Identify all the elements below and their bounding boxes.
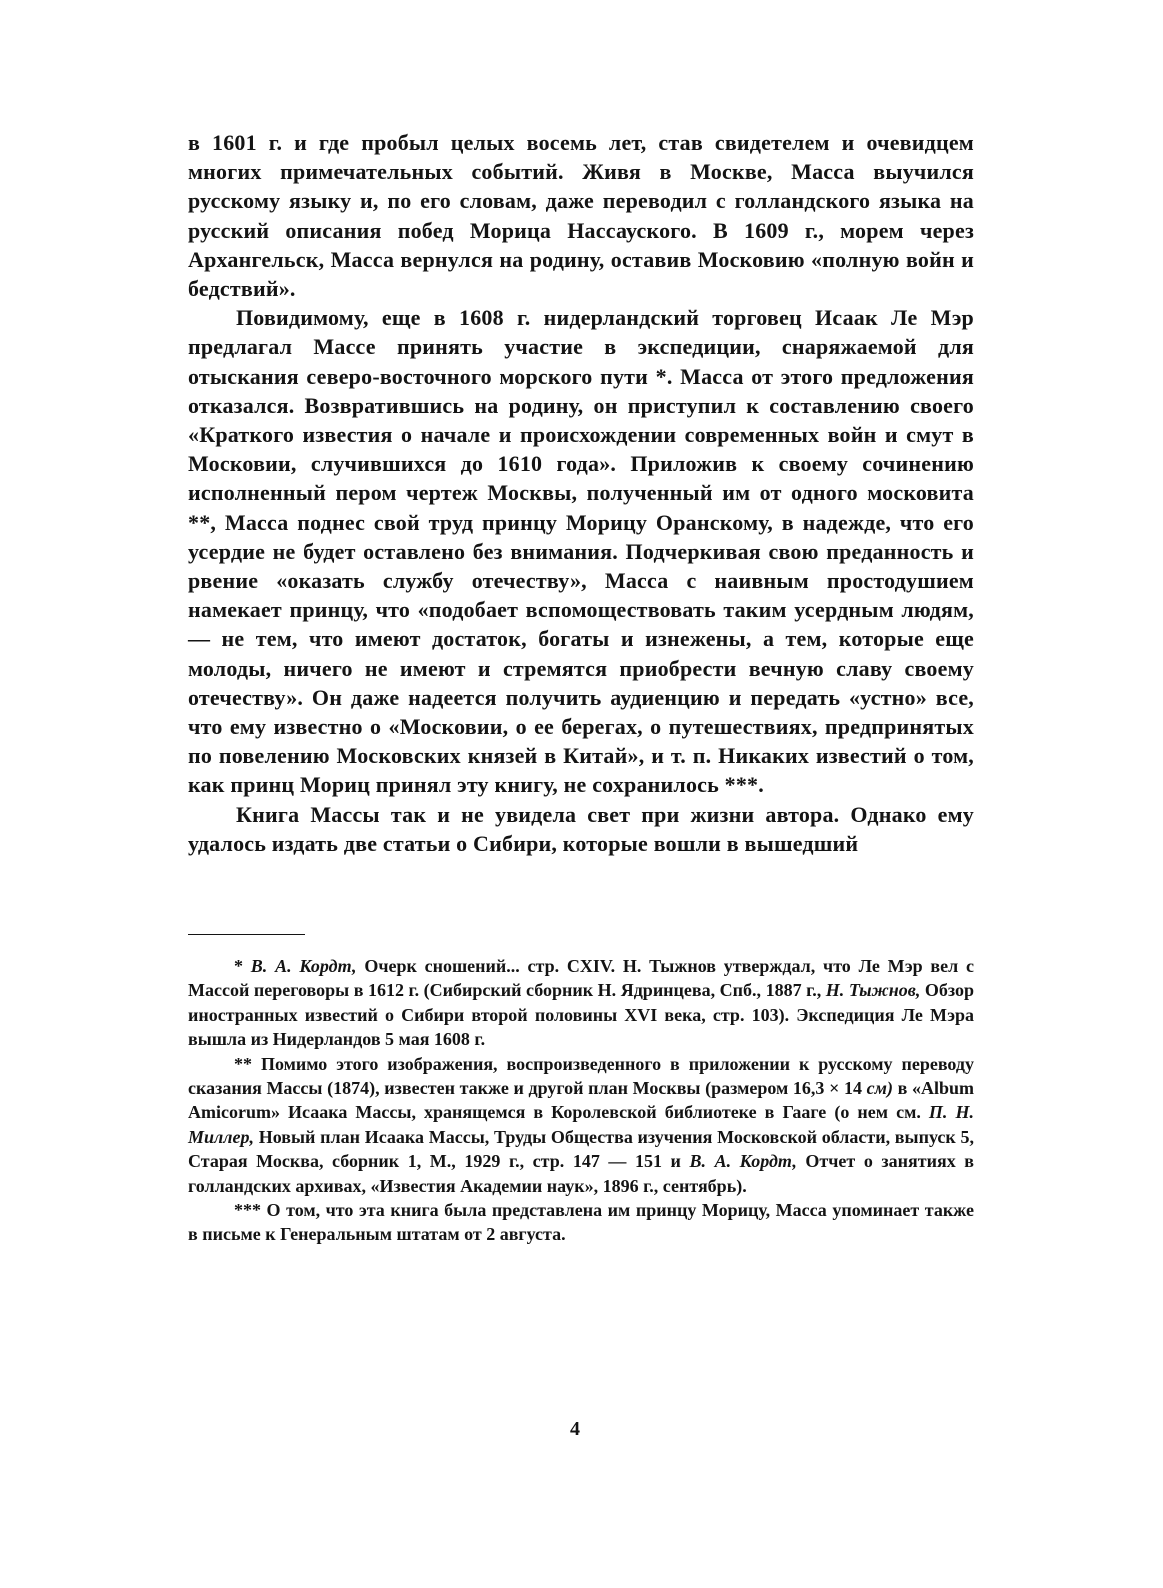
paragraph-3: Книга Массы так и не увидела свет при жизни автора. Однако ему удалось издать две статьи о Сибири, которые вошли в вышедший xyxy=(188,801,974,856)
footnote-3 xyxy=(188,1198,974,1247)
footnote-2-text-d: Отчет о занятиях в голландских архивах, «Известия Академии наук», 1896 г., сентябрь). xyxy=(188,1151,974,1196)
footnote-1-text-b: Обзор иностранных известий о Сибири второй половины XVI века, стр. 103). Экспедиция Ле Мэра вышла из Нидерландов 5 мая 1608 г. xyxy=(188,980,974,1050)
main-text xyxy=(188,128,974,858)
footnote-1-marker: * xyxy=(234,956,243,976)
page-number: 4 xyxy=(570,1418,580,1440)
footnote-separator xyxy=(188,934,305,935)
paragraph-2: Повидимому, еще в 1608 г. нидерландский торговец Исаак Ле Мэр предлагал Массе принять участие в экспедиции, снаряжаемой для отыскания северо-восточного морского пути *. Масса от этого предложения отказался. Возвратившись на родину, он приступил к составлению своего «Краткого известия о начале и происхождении современных войн и смут в Московии, случившихся до 1610 года». Приложив к своему сочинению исполненный пером чертеж Москвы, полученный им от одного московита **, Масса поднес свой труд принцу Морицу Оранскому, в надежде, что его усердие не будет оставлено без внимания. Подчеркивая свою преданность и рвение «оказать службу отечеству», Масса с наивным простодушием намекает принцу, что «подобает вспомоществовать таким усердным людям, — не тем, что имеют достаток, богаты и изнежены, а тем, которые еще молоды, ничего не имеют и стремятся приобрести вечную славу своему отечеству». Он даже надеется получить аудиенцию и передать «устно» все, что ему известно о «Московии, о ее берегах, о путешествиях, предпринятых по повелению Московских князей в Китай», и т. п. Никаких известий о том, как принц Мориц принял эту книгу, не сохранилось ***. xyxy=(188,305,974,798)
paragraph-1: в 1601 г. и где пробыл целых восемь лет, став свидетелем и очевидцем многих примечательных событий. Живя в Москве, Масса выучился русскому языку и, по его словам, даже переводил с голландского языка на русский описания побед Морица Нассауского. В 1609 г., морем через Архангельск, Масса вернулся на родину, оставив Московию «полную войн и бедствий». xyxy=(188,130,974,302)
footnote-2-marker: ** xyxy=(234,1053,252,1074)
footnote-2-unit: см) xyxy=(866,1078,893,1099)
footnote-1-text-a: Очерк сношений... стр. CXIV. Н. Тыжнов утверждал, что Ле Мэр вел с Массой переговоры в 1612 г. (Сибирский сборник Н. Ядринцева, Спб., 1887 г., xyxy=(188,956,974,1001)
footnote-3-text: О том, что эта книга была представлена им принцу Морицу, Масса упоминает также в письме к Генеральным штатам от 2 августа. xyxy=(188,1200,974,1245)
footnote-1-author-tyzhnov: Н. Тыжнов, xyxy=(825,980,921,1001)
footnote-2-author-miller: П. Н. Миллер, xyxy=(188,1102,974,1147)
footnote-1-author-kordt: В. А. Кордт, xyxy=(250,956,357,976)
footnote-2 xyxy=(188,1052,974,1198)
footnote-1 xyxy=(188,954,974,1052)
footnote-2-author-kordt: В. А. Кордт, xyxy=(689,1151,797,1172)
footnote-2-text-b: в «Album Amicorum» Исаака Массы, хранящемся в Королевской библиотеке в Гааге (о нем см. xyxy=(188,1078,975,1123)
footnote-2-text-c: Новый план Исаака Массы, Труды Общества изучения Московской области, выпуск 5, Старая Москва, сборник 1, М., 1929 г., стр. 147 — 151 и xyxy=(188,1126,974,1172)
footnotes xyxy=(188,954,974,1247)
footnote-3-marker: *** xyxy=(234,1200,261,1221)
footnote-2-text-a: Помимо этого изображения, воспроизведенного в приложении к русскому переводу сказания Массы (1874), известен также и другой план Москвы (размером 16,3 × 14 xyxy=(188,1053,975,1099)
